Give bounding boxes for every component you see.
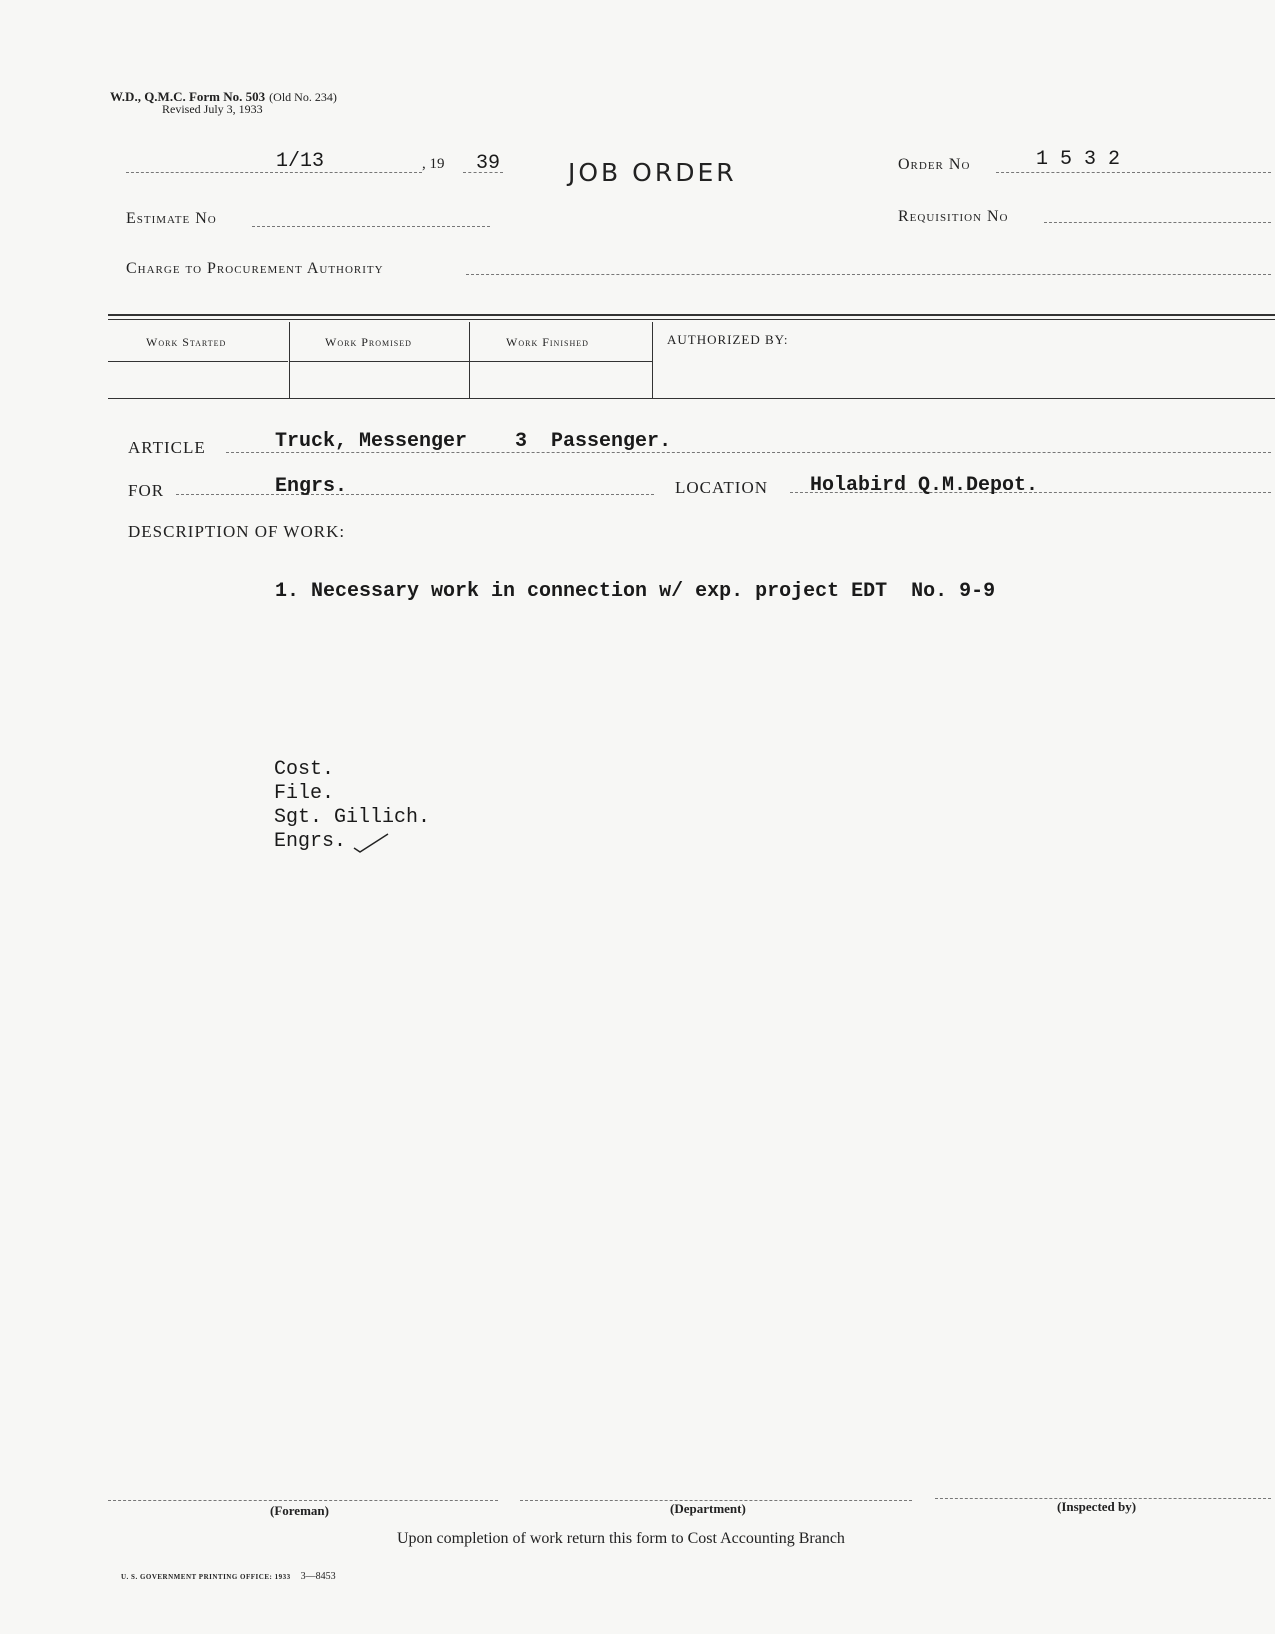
table-divider-3 [652,322,653,398]
authorized-by-label: AUTHORIZED BY: [667,332,789,347]
date-line [126,172,422,173]
location-label: LOCATION [675,478,768,497]
top-double-rule-1 [108,314,1275,316]
work-promised-cell-rule [290,361,469,362]
date-century: , 19 [422,156,445,172]
for-label: FOR [128,481,165,500]
top-double-rule-2 [108,319,1275,320]
description-item-1: 1. Necessary work in connection w/ exp. project EDT No. 9-9 [275,580,996,603]
department-caption: (Department) [670,1501,746,1516]
work-started-header: Work Started [146,335,227,349]
checkmark-icon [352,830,392,856]
date-year: 39 [476,152,501,175]
description-label: DESCRIPTION OF WORK: [128,522,346,541]
order-no-value: 1 5 3 2 [1036,148,1121,171]
inspected-by-caption: (Inspected by) [1057,1499,1137,1514]
form-number: W.D., Q.M.C. Form No. 503 [110,89,266,104]
old-form-number: (Old No. 234) [269,90,337,104]
work-finished-header: Work Finished [506,335,589,349]
article-label: ARTICLE [128,438,206,457]
table-bottom-rule [108,398,1275,399]
work-finished-cell-rule [470,361,652,362]
order-no-label: Order No [898,156,971,173]
order-no-line [996,172,1271,173]
estimate-no-line [252,226,490,227]
page-title: JOB ORDER [568,158,737,187]
work-started-cell-rule [108,361,288,362]
distribution-item-sgt: Sgt. Gillich. [274,806,431,829]
charge-to-line [466,274,1271,275]
printing-office: U. S. GOVERNMENT PRINTING OFFICE: 1933 [121,1573,291,1581]
date-month-day: 1/13 [276,150,325,173]
for-value: Engrs. [275,475,348,498]
table-divider-1 [289,322,290,398]
requisition-no-label: Requisition No [898,208,1009,225]
distribution-item-cost: Cost. [274,758,335,781]
charge-to-label: Charge to Procurement Authority [126,260,384,277]
distribution-item-engrs: Engrs. [274,830,347,853]
distribution-item-file: File. [274,782,335,805]
printing-office-line [121,1566,336,1584]
footer-instruction: Upon completion of work return this form to Cost Accounting Branch [397,1530,845,1547]
location-value: Holabird Q.M.Depot. [810,474,1039,497]
for-line [176,494,654,495]
work-promised-header: Work Promised [325,335,412,349]
revised-date: Revised July 3, 1933 [162,102,263,116]
estimate-no-label: Estimate No [126,210,217,227]
requisition-no-line [1044,222,1271,223]
article-value: Truck, Messenger 3 Passenger. [275,430,672,453]
table-divider-2 [469,322,470,398]
foreman-signature-line [108,1500,498,1501]
printing-code: 3—8453 [300,1571,336,1582]
foreman-caption: (Foreman) [270,1503,329,1518]
